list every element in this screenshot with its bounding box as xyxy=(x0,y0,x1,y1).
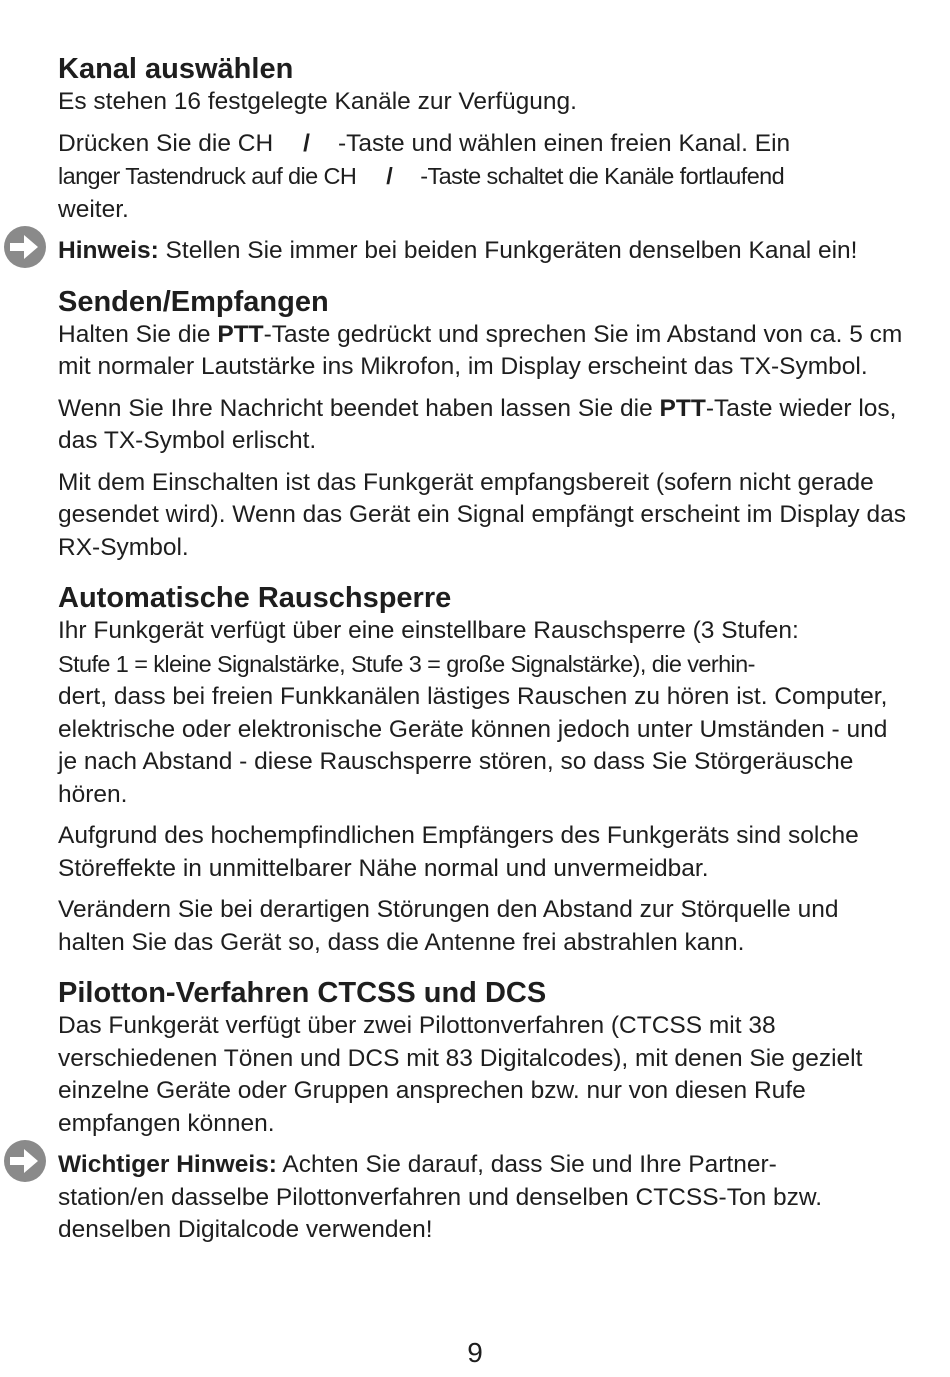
rausch-paragraph-3: Verändern Sie bei derartigen Störungen den Abstand zur Störquelle und halten Sie das Gerät so, dass die Antenne frei abstrahlen kann. xyxy=(58,896,839,956)
arrow-right-circle-icon xyxy=(0,224,50,270)
pilot-paragraph-1: Das Funkgerät verfügt über zwei Pilottonverfahren (CTCSS mit 38 verschiedenen Tönen und DCS mit 83 Digitalcodes), mit denen Sie gezielt einzelne Geräte oder Gruppen ansprechen bzw. nur von diesen Rufe empfangen können. xyxy=(58,1012,863,1137)
wichtiger-hinweis-rest: station/en dasselbe Pilottonverfahren und denselben CTCSS-Ton bzw. denselben Digitalcode verwenden! xyxy=(58,1183,823,1243)
senden-paragraph-1 xyxy=(58,319,908,384)
senden-paragraph-2 xyxy=(58,393,908,458)
rausch-paragraph-1 xyxy=(58,615,908,811)
kanal-paragraph-2 xyxy=(58,128,908,227)
rausch-p1-line2: Stufe 1 = kleine Signalstärke, Stufe 3 = große Signalstärke), die verhin- xyxy=(58,650,755,677)
kanal-p2-c: langer Tastendruck auf die CH xyxy=(58,163,357,189)
senden-paragraph-3: Mit dem Einschalten ist das Funkgerät empfangsbereit (sofern nicht gerade gesendet wird). Wenn das Gerät ein Signal empfängt erscheint im Display das RX-Symbol. xyxy=(58,468,906,561)
kanal-p2-a: Drücken Sie die CH xyxy=(58,129,274,157)
kanal-paragraph-1: Es stehen 16 festgelegte Kanäle zur Verfügung. xyxy=(58,88,577,115)
heading-senden-empfangen: Senden/Empfangen xyxy=(58,285,329,318)
heading-kanal-auswaehlen: Kanal auswählen xyxy=(58,53,294,85)
hinweis-label: Hinweis: xyxy=(58,237,159,264)
kanal-p2-b: -Taste und wählen einen freien Kanal. Ein xyxy=(337,129,791,157)
pilot-wichtiger-hinweis xyxy=(58,1149,908,1247)
senden-p2-b: -Taste wieder los, das TX-Symbol erlischt. xyxy=(58,394,897,454)
wichtiger-hinweis-line1: Achten Sie darauf, dass Sie und Ihre Partner- xyxy=(276,1151,777,1178)
senden-p1-b: -Taste gedrückt und sprechen Sie im Abstand von ca. 5 cm mit normaler Lautstärke ins Mikrofon, im Display erscheint das TX-Symbol. xyxy=(58,320,903,380)
senden-p2-a: Wenn Sie Ihre Nachricht beendet haben lassen Sie die xyxy=(58,394,660,422)
rausch-p1-rest: dert, dass bei freien Funkkanälen lästiges Rauschen zu hören ist. Computer, elektrische oder elektronische Geräte können jedoch unter Umständen - und je nach Abstand - diese Rauschsperre stören, so dass Sie Störgeräusche hören. xyxy=(58,683,888,808)
page-number: 9 xyxy=(467,1337,483,1368)
rausch-paragraph-2: Aufgrund des hochempfindlichen Empfängers des Funkgeräts sind solche Störeffekte in unmittelbarer Nähe normal und unvermeidbar. xyxy=(58,822,859,882)
wichtiger-hinweis-label: Wichtiger Hinweis: xyxy=(58,1151,277,1178)
ptt-label: PTT xyxy=(217,320,264,348)
heading-pilotton-verfahren: Pilotton-Verfahren CTCSS und DCS xyxy=(58,977,547,1009)
ch-slash-2: / xyxy=(386,163,393,189)
arrow-right-circle-icon xyxy=(0,1138,50,1184)
ch-slash: / xyxy=(303,129,310,157)
kanal-hinweis xyxy=(58,235,908,268)
ptt-label-2: PTT xyxy=(659,394,706,422)
kanal-p2-e: weiter. xyxy=(58,195,129,223)
manual-page xyxy=(58,52,908,1247)
senden-p1-a: Halten Sie die xyxy=(58,320,218,348)
kanal-p2-d: -Taste schaltet die Kanäle fortlaufend xyxy=(420,163,785,189)
rausch-p1-line1: Ihr Funkgerät verfügt über eine einstellbare Rauschsperre (3 Stufen: xyxy=(58,617,799,644)
heading-automatische-rauschsperre: Automatische Rauschsperre xyxy=(58,582,452,614)
hinweis-text: Stellen Sie immer bei beiden Funkgeräten denselben Kanal ein! xyxy=(158,237,858,264)
kanal-p2-line2 xyxy=(58,163,784,189)
